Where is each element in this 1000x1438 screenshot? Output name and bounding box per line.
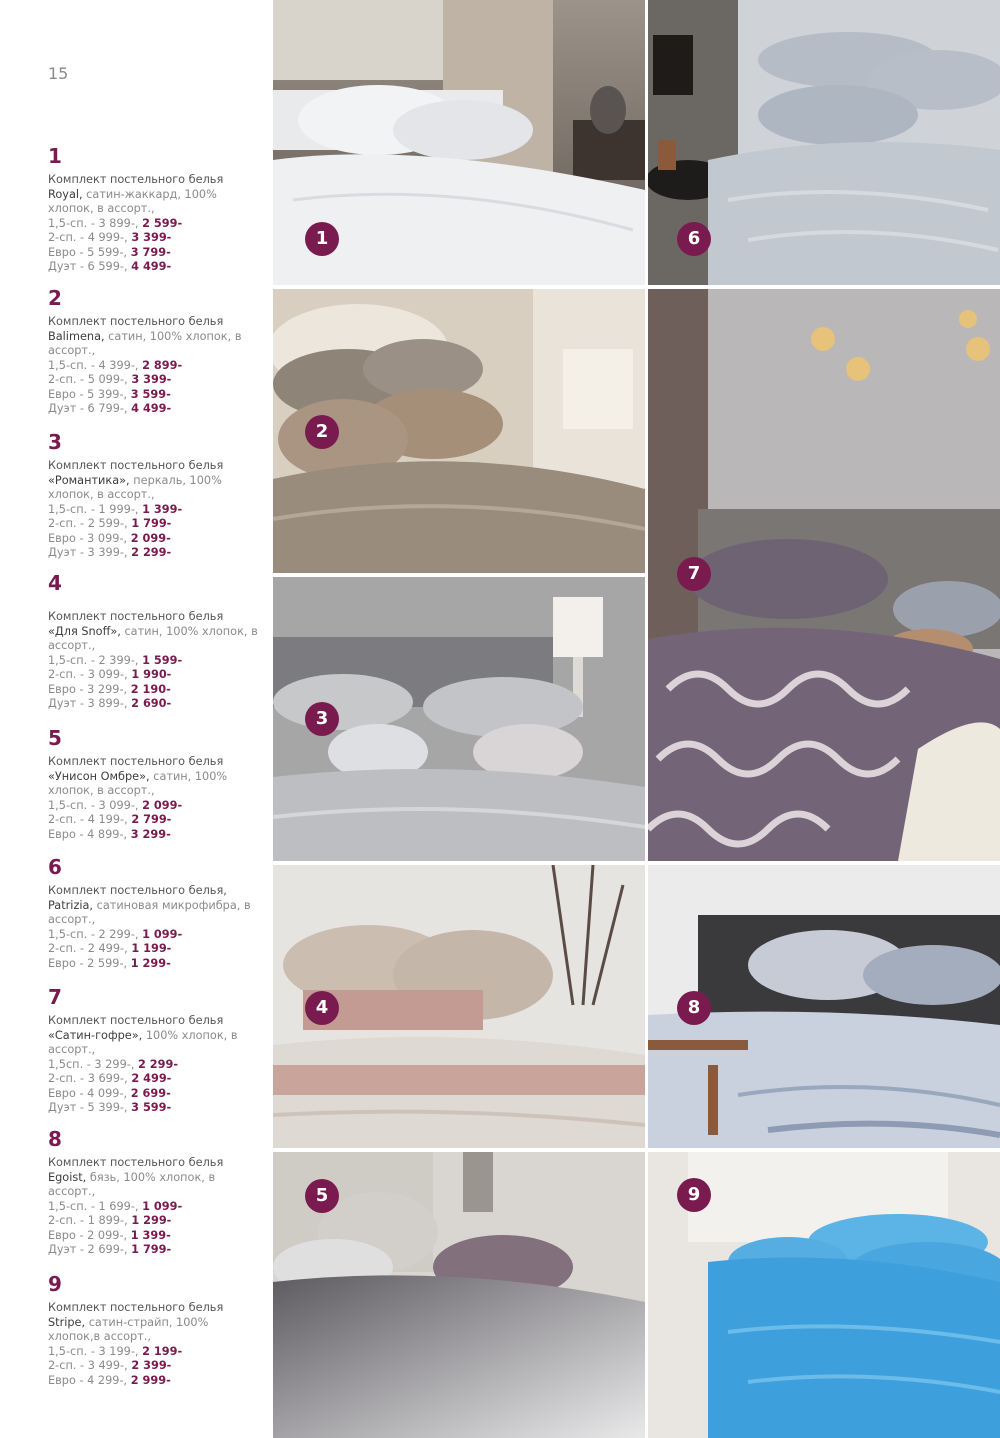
- price-line: Дуэт - 3 399-, 2 299-: [48, 546, 172, 559]
- photo-bedding-patrizia: [648, 0, 1000, 285]
- price-line: 1,5-сп. - 1 999-, 1 399-: [48, 502, 183, 516]
- sale-price: 3 399-: [131, 373, 172, 386]
- photo-bedding-unison-ombre: [273, 1152, 645, 1438]
- item-number: 1: [48, 144, 62, 168]
- item-name: Egoist,: [48, 1170, 87, 1184]
- item-name: «Для Snoff»,: [48, 624, 121, 638]
- sale-price: 2 190-: [130, 682, 171, 696]
- price-line: Евро - 2 099-, 1 399-: [48, 1228, 171, 1242]
- sale-price: 2 399-: [131, 1359, 172, 1372]
- sale-price: 1 099-: [142, 927, 183, 941]
- item-material: сатин, 100% хлопок, в ассорт.,: [48, 329, 242, 357]
- sale-price: 4 499-: [131, 260, 172, 273]
- sale-price: 1 990-: [131, 668, 172, 681]
- item-material: сатин-страйп, 100% хлопок,в ассорт.,: [48, 1315, 209, 1343]
- item-name: «Сатин-гофре»,: [48, 1028, 143, 1042]
- price-line: Евро - 2 599-, 1 299-: [48, 956, 171, 970]
- item-description: [48, 610, 263, 712]
- sale-price: 1 399-: [130, 1228, 171, 1242]
- item-number: 8: [48, 1127, 62, 1151]
- photo-badge: 4: [305, 991, 339, 1025]
- item-number: 6: [48, 855, 62, 879]
- item-name: Stripe,: [48, 1315, 86, 1329]
- product-item-2: [48, 287, 263, 417]
- item-title: Комплект постельного белья: [48, 1014, 224, 1027]
- price-line: 1,5-сп. - 3 899-, 2 599-: [48, 216, 183, 230]
- item-title: Комплект постельного белья: [48, 1156, 224, 1169]
- sale-price: 1 599-: [142, 653, 183, 667]
- price-line: 1,5-сп. - 1 699-, 1 099-: [48, 1199, 183, 1213]
- item-title: Комплект постельного белья: [48, 1301, 224, 1314]
- item-material: 100% хлопок, в ассорт.,: [48, 1028, 238, 1056]
- price-line: 1,5сп. - 3 299-, 2 299-: [48, 1057, 179, 1071]
- sale-price: 3 599-: [130, 387, 171, 401]
- price-line: Евро - 4 299-, 2 999-: [48, 1373, 171, 1387]
- sale-price: 3 799-: [130, 245, 171, 259]
- price-line: Дуэт - 5 399-, 3 599-: [48, 1101, 172, 1114]
- photo-badge: 5: [305, 1179, 339, 1213]
- price-line: 2-сп. - 3 499-, 2 399-: [48, 1359, 172, 1372]
- sale-price: 2 690-: [131, 697, 172, 710]
- item-material: перкаль, 100% хлопок, в ассорт.,: [48, 473, 222, 501]
- product-item-5: [48, 727, 263, 842]
- sale-price: 2 099-: [142, 798, 183, 812]
- price-line: 1,5-сп. - 2 299-, 1 099-: [48, 927, 183, 941]
- price-line: Дуэт - 6 799-, 4 499-: [48, 402, 172, 415]
- item-title: Комплект постельного белья: [48, 610, 224, 623]
- item-number: 9: [48, 1272, 62, 1296]
- photo-bedding-balimena: [273, 289, 645, 573]
- item-material: сатин-жаккард, 100% хлопок, в ассорт.,: [48, 187, 217, 215]
- photo-badge: 3: [305, 702, 339, 736]
- product-item-7: [48, 986, 263, 1116]
- price-line: Евро - 3 099-, 2 099-: [48, 531, 171, 545]
- item-material: сатин, 100% хлопок, в ассорт.,: [48, 624, 258, 652]
- sale-price: 1 199-: [131, 942, 172, 955]
- price-line: 2-сп. - 2 599-, 1 799-: [48, 517, 172, 530]
- item-title: Комплект постельного белья,: [48, 884, 227, 897]
- item-title: Комплект постельного белья: [48, 459, 224, 472]
- item-description: [48, 459, 263, 561]
- price-line: 1,5-сп. - 4 399-, 2 899-: [48, 358, 183, 372]
- photo-bedding-royal: [273, 0, 645, 285]
- item-description: [48, 1301, 263, 1388]
- sale-price: 3 399-: [131, 231, 172, 244]
- item-number: 7: [48, 985, 62, 1009]
- item-description: [48, 1156, 263, 1258]
- item-material: сатиновая микрофибра, в ассорт.,: [48, 898, 251, 926]
- price-line: Дуэт - 6 599-, 4 499-: [48, 260, 172, 273]
- price-line: Евро - 4 899-, 3 299-: [48, 827, 171, 841]
- sale-price: 3 299-: [130, 827, 171, 841]
- photo-bedding-snoff: [273, 865, 645, 1148]
- price-line: Евро - 5 599-, 3 799-: [48, 245, 171, 259]
- price-line: 1,5-сп. - 2 399-, 1 599-: [48, 653, 183, 667]
- price-line: 2-сп. - 4 199-, 2 799-: [48, 813, 172, 826]
- photo-badge: 8: [677, 991, 711, 1025]
- sale-price: 2 299-: [131, 546, 172, 559]
- sale-price: 2 199-: [142, 1344, 183, 1358]
- sale-price: 2 699-: [130, 1086, 171, 1100]
- price-line: 1,5-сп. - 3 199-, 2 199-: [48, 1344, 183, 1358]
- sale-price: 4 499-: [131, 402, 172, 415]
- product-item-4: [48, 572, 263, 712]
- photo-badge: 6: [677, 222, 711, 256]
- item-description: [48, 315, 263, 417]
- sale-price: 2 499-: [131, 1072, 172, 1085]
- price-line: Дуэт - 3 899-, 2 690-: [48, 697, 172, 710]
- item-name: Balimena,: [48, 329, 105, 343]
- item-title: Комплект постельного белья: [48, 315, 224, 328]
- sale-price: 3 599-: [131, 1101, 172, 1114]
- product-item-6: [48, 856, 263, 971]
- photo-bedding-egoist: [648, 865, 1000, 1148]
- photo-badge: 7: [677, 557, 711, 591]
- sale-price: 1 799-: [131, 517, 172, 530]
- item-description: [48, 755, 263, 842]
- price-line: Евро - 5 399-, 3 599-: [48, 387, 171, 401]
- item-description: [48, 1014, 263, 1116]
- price-line: 2-сп. - 3 699-, 2 499-: [48, 1072, 172, 1085]
- photo-badge: 1: [305, 222, 339, 256]
- product-item-3: [48, 431, 263, 561]
- photo-badge: 2: [305, 415, 339, 449]
- sale-price: 1 799-: [131, 1243, 172, 1256]
- photo-bedding-stripe: [648, 1152, 1000, 1438]
- sale-price: 2 799-: [131, 813, 172, 826]
- item-title: Комплект постельного белья: [48, 755, 224, 768]
- item-name: Patrizia,: [48, 898, 94, 912]
- product-item-8: [48, 1128, 263, 1258]
- item-number: 5: [48, 726, 62, 750]
- item-name: «Унисон Омбре»,: [48, 769, 150, 783]
- sale-price: 2 899-: [142, 358, 183, 372]
- item-name: Royal,: [48, 187, 83, 201]
- product-item-9: [48, 1273, 263, 1388]
- price-line: Евро - 4 099-, 2 699-: [48, 1086, 171, 1100]
- page-number: 15: [48, 64, 69, 83]
- photo-bedding-satin-gofre: [648, 289, 1000, 861]
- price-line: 2-сп. - 1 899-, 1 299-: [48, 1214, 172, 1227]
- sale-price: 2 999-: [130, 1373, 171, 1387]
- item-description: [48, 884, 263, 971]
- price-line: 2-сп. - 3 099-, 1 990-: [48, 668, 172, 681]
- photo-badge: 9: [677, 1178, 711, 1212]
- item-number: 4: [48, 571, 62, 595]
- photo-bedding-romantika: [273, 577, 645, 861]
- item-material: сатин, 100% хлопок, в ассорт.,: [48, 769, 228, 797]
- sale-price: 1 299-: [131, 1214, 172, 1227]
- item-name: «Романтика»,: [48, 473, 130, 487]
- item-title: Комплект постельного белья: [48, 173, 224, 186]
- item-description: [48, 173, 263, 275]
- sale-price: 1 399-: [142, 502, 183, 516]
- price-line: 2-сп. - 4 999-, 3 399-: [48, 231, 172, 244]
- sale-price: 1 099-: [142, 1199, 183, 1213]
- sale-price: 2 599-: [142, 216, 183, 230]
- item-number: 3: [48, 430, 62, 454]
- sale-price: 2 299-: [138, 1057, 179, 1071]
- price-line: 2-сп. - 2 499-, 1 199-: [48, 942, 172, 955]
- price-line: 2-сп. - 5 099-, 3 399-: [48, 373, 172, 386]
- product-item-1: [48, 145, 263, 275]
- item-material: бязь, 100% хлопок, в ассорт.,: [48, 1170, 216, 1198]
- price-line: 1,5-сп. - 3 099-, 2 099-: [48, 798, 183, 812]
- price-line: Евро - 3 299-, 2 190-: [48, 682, 171, 696]
- item-number: 2: [48, 286, 62, 310]
- price-line: Дуэт - 2 699-, 1 799-: [48, 1243, 172, 1256]
- sale-price: 2 099-: [130, 531, 171, 545]
- sale-price: 1 299-: [130, 956, 171, 970]
